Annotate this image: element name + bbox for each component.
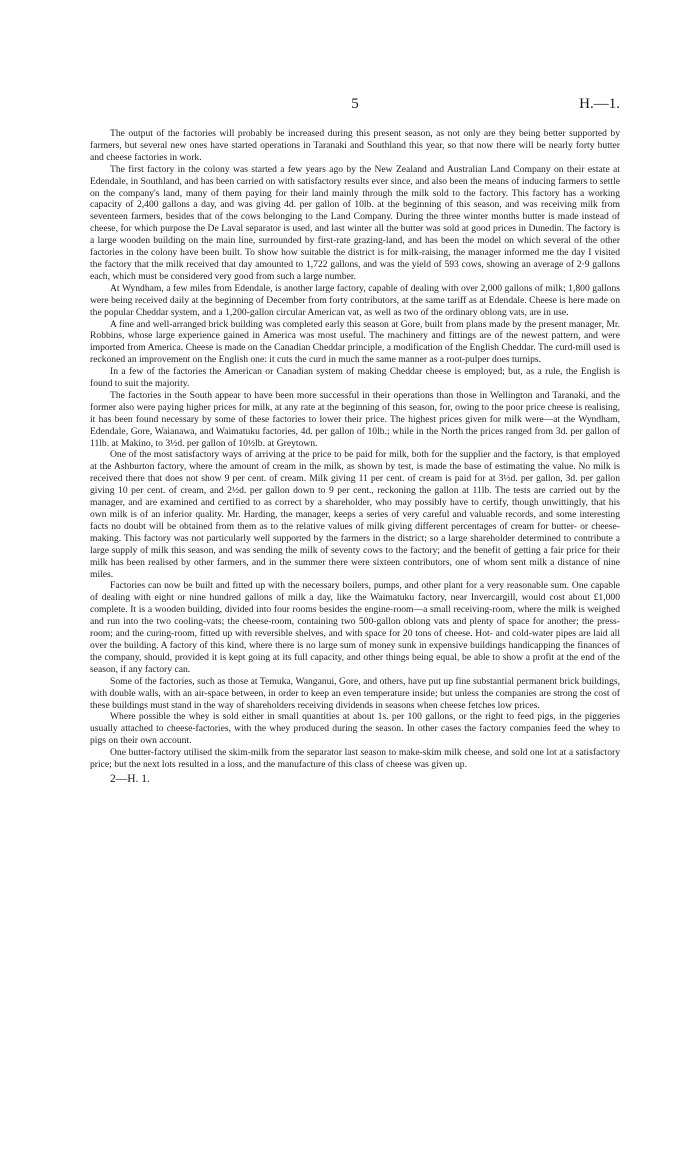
paragraph: At Wyndham, a few miles from Edendale, is another large factory, capable of dealing with over 2,000 gallons of milk; 1,800 gallons were being received daily at the beginning of December from forty contributors, at the same tariff as at Edendale. Cheese is here made on the popular Cheddar system, and a 1,200-gallon circular American vat, as well as two of the ordinary oblong vats, are in use. bbox=[90, 282, 620, 318]
signature-mark: 2—H. 1. bbox=[110, 772, 150, 785]
paragraph: Where possible the whey is sold either in small quantities at about 1s. per 100 gallons, or the right to feed pigs, in the piggeries usually attached to cheese-factories, with the whey produced during the season. In other cases the factory companies feed the whey to pigs on their own account. bbox=[90, 711, 620, 747]
paragraph: A fine and well-arranged brick building was completed early this season at Gore, built from plans made by the present manager, Mr. Robbins, whose large experience gained in America was most useful. The machinery and fittings are of the newest pattern, and were imported from America. Cheese is made on the Canadian Cheddar principle, a modification of the English Cheddar. The curd-mill used is reckoned an improvement on the English one: it cuts the curd in much the same manner as a root-pulper does turnips. bbox=[90, 318, 620, 366]
page-header bbox=[90, 96, 620, 116]
page-number: 5 bbox=[351, 96, 359, 112]
paragraph: One butter-factory utilised the skim-milk from the separator last season to make-skim milk cheese, and sold one lot at a satisfactory price; but the next lots resulted in a loss, and the manufacture of this class of cheese was given up. bbox=[90, 747, 620, 771]
paragraph: Some of the factories, such as those at Temuka, Wanganui, Gore, and others, have put up fine substantial permanent brick buildings, with double walls, with an air-space between, in order to keep an even temperature inside; but unless the companies are strong the cost of these buildings must stand in the way of shareholders receiving dividends in seasons when cheese fetches low prices. bbox=[90, 675, 620, 711]
paragraph: The factories in the South appear to have been more successful in their operations than those in Wellington and Taranaki, and the former also were paying higher prices for milk, at any rate at the beginning of this season, for, owing to the poor price cheese is realising, it has been found necessary by some of these factories to lower their price. The highest prices given for milk were—at the Wyndham, Edendale, Gore, Waianawa, and Waimatuku factories, 4d. per gallon of 10lb.; while in the North the prices ranged from 3d. per gallon of 11lb. at Makino, to 3½d. per gallon of 10½lb. at Greytown. bbox=[90, 389, 620, 449]
paragraph: In a few of the factories the American or Canadian system of making Cheddar cheese is employed; but, as a rule, the English is found to suit the majority. bbox=[90, 366, 620, 390]
paragraph: The output of the factories will probably be increased during this present season, as not only are they being better supported by farmers, but several new ones have started operations in Taranaki and Southland this year, so that now there will be nearly forty butter and cheese factories in work. bbox=[90, 128, 620, 163]
document-reference: H.—1. bbox=[579, 96, 620, 112]
body-text bbox=[90, 128, 620, 786]
paragraph: The first factory in the colony was started a few years ago by the New Zealand and Australian Land Company on their estate at Edendale, in Southland, and has been carried on with satisfactory results ever since, and also been the means of inducing farmers to settle on the company's land, many of them paying for their land mainly through the milk sold to the factory. This factory has a working capacity of 2,400 gallons a day, and was giving 4d. per gallon of 10lb. at the beginning of this season, and was receiving milk from seventeen farmers, besides that of the cows belonging to the Land Company. During the three winter months butter is made instead of cheese, for which purpose the De Laval separator is used, and last winter all the butter was sold at good prices in Dunedin. The factory is a large wooden building on the main line, surrounded by first-rate grazing-land, and has been the model on which several of the other factories in the colony have been built. To show how suitable the district is for milk-raising, the manager informed me the day I visited the factory that the milk received that day amounted to 1,722 gallons, and was the yield of 593 cows, showing an average of 2·9 gallons each, which must be considered very good from such a large number. bbox=[90, 163, 620, 282]
paragraph: One of the most satisfactory ways of arriving at the price to be paid for milk, both for the supplier and the factory, is that employed at the Ashburton factory, where the amount of cream in the milk, as shown by test, is made the base of estimating the value. No milk is received there that does not show 9 per cent. of cream. Milk giving 11 per cent. of cream is paid for at 3½d. per gallon, 3d. per gallon giving 10 per cent. of cream, and 2½d. per gallon down to 9 per cent., reckoning the gallon at 11lb. The tests are carried out by the manager, and are examined and certified to as correct by a shareholder, who may possibly have to certify, though unwittingly, that his own milk is of an inferior quality. Mr. Harding, the manager, keeps a series of very careful and valuable records, and some interesting facts no doubt will be obtained from them as to the relative values of milk giving different percentages of cream for butter- or cheese-making. This factory was not particularly well supported by the farmers in the district; so a large shareholder determined to contribute a large supply of milk this season, and was sending the milk of seventy cows to the factory; and the benefit of getting a fair price for their milk has been realised by other farmers, and in the summer there were sixteen contributors, one of whom sent milk a distance of nine miles. bbox=[90, 449, 620, 580]
paragraph: Factories can now be built and fitted up with the necessary boilers, pumps, and other plant for a very reasonable sum. One capable of dealing with eight or nine hundred gallons of milk a day, like the Waimatuku factory, near Invercargill, would cost about £1,000 complete. It is a wooden building, divided into four rooms besides the engine-room—a small receiving-room, where the milk is weighed and run into the two cooling-vats; the cheese-room, containing two 500-gallon oblong vats and plenty of space for another; the press-room; and the curing-room, fitted up with reversible shelves, and with space for 20 tons of cheese. Hot- and cold-water pipes are laid all over the building. A factory of this kind, where there is no large sum of money sunk in expensive buildings handicapping the finances of the company, should, provided it is kept going at its full capacity, and other things being equal, be able to show a profit at the end of the season, if any factory can. bbox=[90, 580, 620, 675]
